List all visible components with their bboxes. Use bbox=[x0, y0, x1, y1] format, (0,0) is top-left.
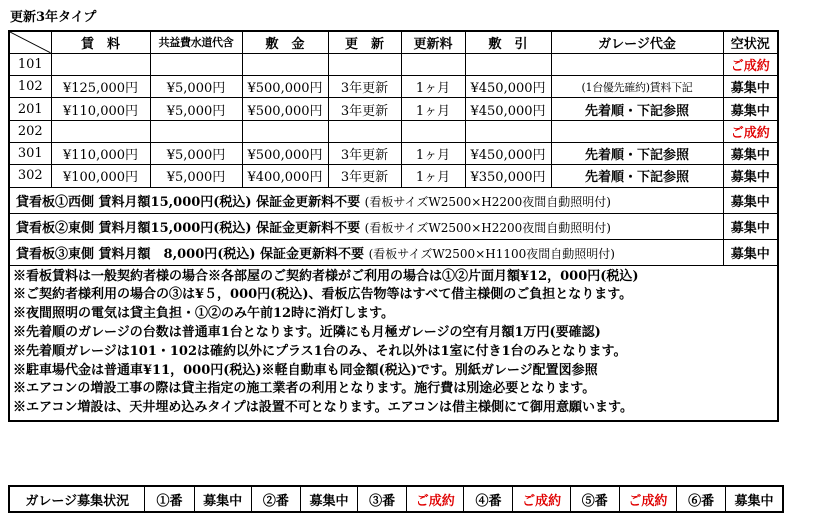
signboard-sub: (看板サイズW2500×H2200夜間自動照明付) bbox=[364, 194, 611, 209]
note-line: ※エアコンの増設工事の際は貸主指定の施工業者の利用となります。施行費は別途必要となります。 bbox=[13, 381, 596, 397]
table-row bbox=[9, 98, 778, 120]
rent-cell bbox=[51, 120, 150, 142]
note-line: ※ご契約者様利用の場合の③は¥５，000円(税込)、看板広告物等はすべて借主様側のご負担となります。 bbox=[13, 287, 633, 303]
deduction-cell: ¥450,000円 bbox=[465, 142, 551, 164]
garage-number: ⑥番 bbox=[677, 486, 726, 512]
garage-status: 募集中 bbox=[194, 486, 251, 512]
header-renewal-fee: 更新料 bbox=[401, 31, 465, 53]
garage-cell: 先着順・下記参照 bbox=[551, 165, 723, 187]
garage-status-label: ガレージ募集状況 bbox=[9, 486, 145, 512]
garage-cell: 先着順・下記参照 bbox=[551, 142, 723, 164]
status-cell: 募集中 bbox=[723, 142, 778, 164]
notes-block bbox=[9, 265, 778, 421]
signboard-main: 貸看板②東側 賃料月額15,000円(税込) 保証金更新料不要 bbox=[16, 220, 361, 236]
deposit-cell bbox=[242, 53, 328, 75]
header-row bbox=[9, 31, 778, 53]
note-line: ※看板賃料は一般契約者様の場合※各部屋のご契約者様がご利用の場合は①②片面月額¥12，000円(税込) bbox=[13, 268, 639, 284]
renewal-cell: 3年更新 bbox=[328, 142, 401, 164]
garage-status: 募集中 bbox=[300, 486, 357, 512]
table-row bbox=[9, 165, 778, 187]
deposit-cell: ¥400,000円 bbox=[242, 165, 328, 187]
note-line: ※先着順のガレージの台数は普通車1台となります。近隣にも月極ガレージの空有月額1万円(要確認) bbox=[13, 324, 601, 340]
status-cell: ご成約 bbox=[723, 120, 778, 142]
signboard-main: 貸看板①西側 賃料月額15,000円(税込) 保証金更新料不要 bbox=[16, 194, 361, 210]
deduction-cell: ¥350,000円 bbox=[465, 165, 551, 187]
deposit-cell: ¥500,000円 bbox=[242, 98, 328, 120]
deposit-cell: ¥500,000円 bbox=[242, 76, 328, 98]
renewal-fee-cell: 1ヶ月 bbox=[401, 76, 465, 98]
deduction-cell: ¥450,000円 bbox=[465, 76, 551, 98]
rent-cell bbox=[51, 53, 150, 75]
room-number: 201 bbox=[9, 98, 51, 120]
table-row bbox=[9, 142, 778, 164]
room-number: 101 bbox=[9, 53, 51, 75]
garage-status: 募集中 bbox=[726, 486, 783, 512]
rent-cell: ¥125,000円 bbox=[51, 76, 150, 98]
renewal-cell bbox=[328, 53, 401, 75]
deduction-cell: ¥450,000円 bbox=[465, 98, 551, 120]
common-fee-cell: ¥5,000円 bbox=[150, 98, 242, 120]
signboard-row bbox=[9, 213, 778, 239]
renewal-cell bbox=[328, 120, 401, 142]
garage-status-row bbox=[9, 486, 783, 512]
signboard-info bbox=[9, 213, 723, 239]
renewal-cell: 3年更新 bbox=[328, 98, 401, 120]
garage-number: ①番 bbox=[145, 486, 194, 512]
rent-cell: ¥100,000円 bbox=[51, 165, 150, 187]
signboard-row bbox=[9, 239, 778, 265]
table-row bbox=[9, 76, 778, 98]
header-rent: 賃 料 bbox=[51, 31, 150, 53]
garage-number: ⑤番 bbox=[570, 486, 619, 512]
common-fee-cell bbox=[150, 120, 242, 142]
room-number: 102 bbox=[9, 76, 51, 98]
header-common: 共益費水道代含 bbox=[150, 31, 242, 53]
table-row bbox=[9, 53, 778, 75]
status-cell: 募集中 bbox=[723, 98, 778, 120]
garage-cell bbox=[551, 120, 723, 142]
garage-status: ご成約 bbox=[513, 486, 570, 512]
common-fee-cell: ¥5,000円 bbox=[150, 142, 242, 164]
note-line: ※駐車場代金は普通車¥11，000円(税込)※軽自動車も同金額(税込)です。別紙ガレージ配置図参照 bbox=[13, 362, 598, 378]
garage-number: ④番 bbox=[464, 486, 513, 512]
signboard-main: 貸看板③東側 賃料月額 8,000円(税込) 保証金更新料不要 bbox=[16, 246, 365, 262]
signboard-row bbox=[9, 187, 778, 213]
renewal-fee-cell: 1ヶ月 bbox=[401, 165, 465, 187]
room-number: 202 bbox=[9, 120, 51, 142]
deposit-cell bbox=[242, 120, 328, 142]
garage-status: ご成約 bbox=[619, 486, 676, 512]
garage-number: ②番 bbox=[251, 486, 300, 512]
renewal-fee-cell: 1ヶ月 bbox=[401, 98, 465, 120]
rental-table bbox=[8, 30, 779, 422]
status-cell: 募集中 bbox=[723, 76, 778, 98]
renewal-cell: 3年更新 bbox=[328, 76, 401, 98]
garage-status: ご成約 bbox=[407, 486, 464, 512]
page-title: 更新3年タイプ bbox=[10, 10, 97, 25]
room-number: 301 bbox=[9, 142, 51, 164]
signboard-sub: (看板サイズW2500×H2200夜間自動照明付) bbox=[364, 220, 611, 235]
signboard-status: 募集中 bbox=[723, 187, 778, 213]
renewal-cell: 3年更新 bbox=[328, 165, 401, 187]
header-deposit: 敷 金 bbox=[242, 31, 328, 53]
signboard-status: 募集中 bbox=[723, 239, 778, 265]
renewal-fee-cell bbox=[401, 120, 465, 142]
garage-cell: 先着順・下記参照 bbox=[551, 98, 723, 120]
note-line: ※先着順ガレージは101・102は確約以外にプラス1台のみ、それ以外は1室に付き1台のみとなります。 bbox=[13, 343, 627, 359]
status-cell: 募集中 bbox=[723, 165, 778, 187]
garage-number: ③番 bbox=[358, 486, 407, 512]
renewal-fee-cell bbox=[401, 53, 465, 75]
garage-cell bbox=[551, 53, 723, 75]
header-vacancy: 空状況 bbox=[723, 31, 778, 53]
renewal-fee-cell: 1ヶ月 bbox=[401, 142, 465, 164]
garage-status-table bbox=[8, 485, 784, 513]
signboard-info bbox=[9, 239, 723, 265]
table-row bbox=[9, 120, 778, 142]
signboard-sub: (看板サイズW2500×H1100夜間自動照明付) bbox=[368, 246, 615, 261]
deposit-cell: ¥500,000円 bbox=[242, 142, 328, 164]
common-fee-cell bbox=[150, 53, 242, 75]
note-line: ※夜間照明の電気は貸主負担・①②のみ午前12時に消灯します。 bbox=[13, 306, 395, 322]
deduction-cell bbox=[465, 53, 551, 75]
note-line: ※エアコン増設は、天井埋め込みタイプは設置不可となります。エアコンは借主様側にて御用意願います。 bbox=[13, 400, 633, 416]
rent-cell: ¥110,000円 bbox=[51, 98, 150, 120]
signboard-info bbox=[9, 187, 723, 213]
header-renewal: 更 新 bbox=[328, 31, 401, 53]
header-garage: ガレージ代金 bbox=[551, 31, 723, 53]
header-deduction: 敷 引 bbox=[465, 31, 551, 53]
notes-row bbox=[9, 265, 778, 421]
corner-cell bbox=[9, 31, 51, 53]
common-fee-cell: ¥5,000円 bbox=[150, 76, 242, 98]
status-cell: ご成約 bbox=[723, 53, 778, 75]
signboard-status: 募集中 bbox=[723, 213, 778, 239]
common-fee-cell: ¥5,000円 bbox=[150, 165, 242, 187]
room-number: 302 bbox=[9, 165, 51, 187]
garage-cell: (1台優先確約)賃料下記 bbox=[551, 76, 723, 98]
rent-cell: ¥110,000円 bbox=[51, 142, 150, 164]
deduction-cell bbox=[465, 120, 551, 142]
